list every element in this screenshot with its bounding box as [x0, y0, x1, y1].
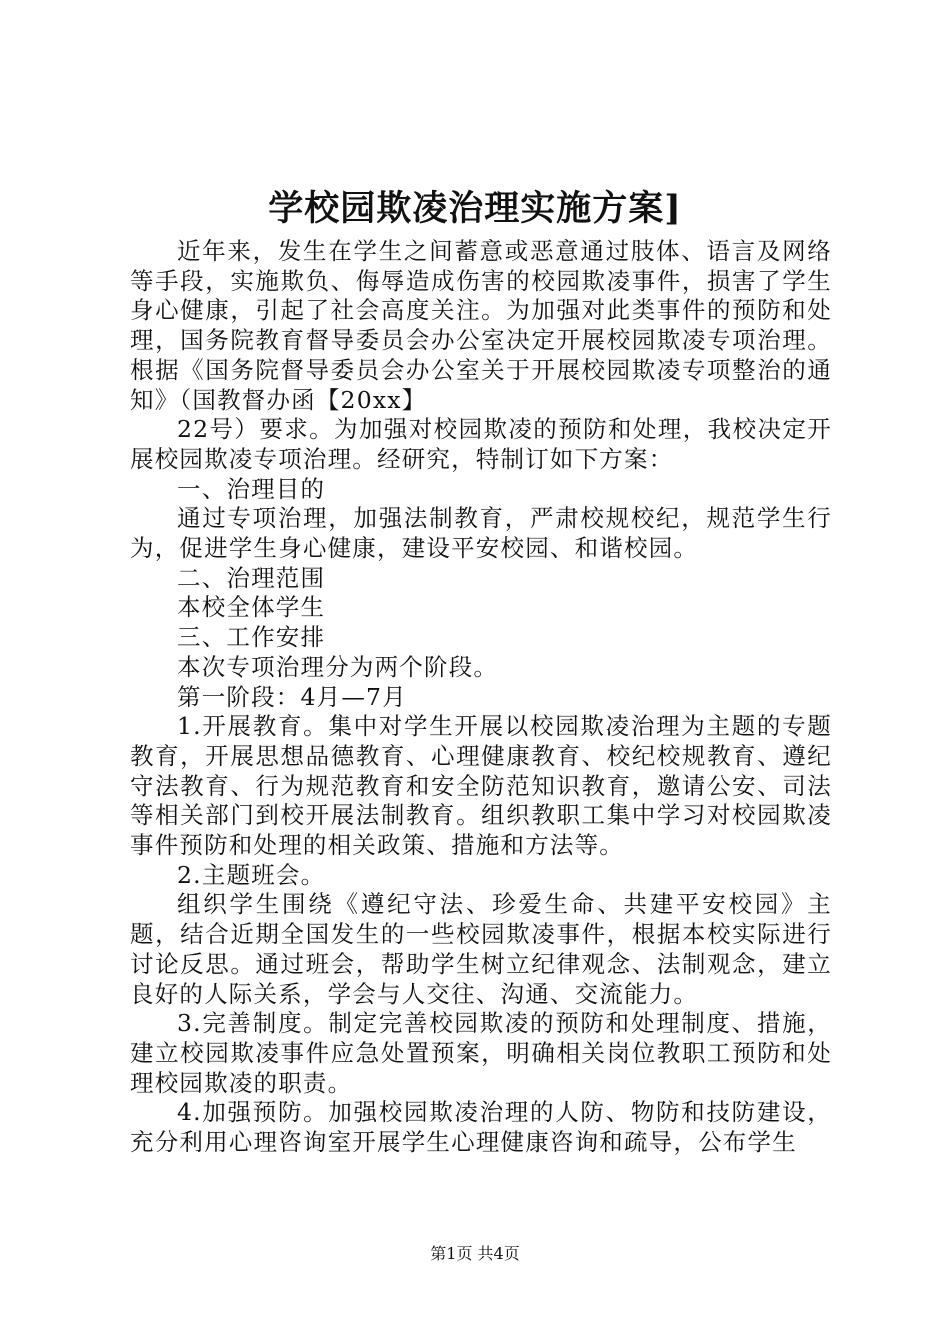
- stage-heading-first: 第一阶段：4月—7月: [177, 682, 407, 711]
- paragraph-prevention: 4.加强预防。加强校园欺凌治理的人防、物防和技防建设，充分利用心理咨询室开展学生心理健康咨询和疏导，公布学生: [130, 1098, 832, 1157]
- paragraph-class-meeting: 组织学生围绕《遵纪守法、珍爱生命、共建平安校园》主题，结合近期全国发生的一些校园欺凌事件，根据本校实际进行讨论反思。通过班会，帮助学生树立纪律观念、法制观念，建立良好的人际关系，学会与人交往、沟通、交流能力。: [130, 890, 832, 1008]
- section-heading-purpose: 一、治理目的: [177, 474, 326, 503]
- section-heading-scope: 二、治理范围: [177, 563, 326, 592]
- paragraph-education: 1.开展教育。集中对学生开展以校园欺凌治理为主题的专题教育，开展思想品德教育、心理健康教育、校纪校规教育、遵纪守法教育、行为规范教育和安全防范知识教育，邀请公安、司法等相关部门到校开展法制教育。组织教职工集中学习对校园欺凌事件预防和处理的相关政策、措施和方法等。: [130, 712, 832, 860]
- paragraph-intro-continued: 22号）要求。为加强对校园欺凌的预防和处理，我校决定开展校园欺凌专项治理。经研究，特制订如下方案：: [130, 415, 832, 473]
- document-body: [130, 237, 832, 1158]
- paragraph-purpose: 通过专项治理，加强法制教育，严肃校规校纪，规范学生行为，促进学生身心健康，建设平安校园、和谐校园。: [130, 504, 832, 563]
- section-heading-arrangement: 三、工作安排: [177, 623, 326, 652]
- page-number-footer: 第1页 共4页: [430, 1244, 520, 1263]
- paragraph-stages: 本次专项治理分为两个阶段。: [177, 652, 499, 681]
- paragraph-scope: 本校全体学生: [177, 593, 326, 622]
- paragraph-system: 3.完善制度。制定完善校园欺凌的预防和处理制度、措施，建立校园欺凌事件应急处置预案，明确相关岗位教职工预防和处理校园欺凌的职责。: [130, 1009, 832, 1097]
- paragraph-intro: 近年来，发生在学生之间蓄意或恶意通过肢体、语言及网络等手段，实施欺负、侮辱造成伤害的校园欺凌事件，损害了学生身心健康，引起了社会高度关注。为加强对此类事件的预防和处理，国务院教育督导委员会办公室决定开展校园欺凌专项治理。根据《国务院督导委员会办公室关于开展校园欺凌专项整治的通知》（国教督办函【20xx】: [130, 237, 832, 414]
- page-title: 学校园欺凌治理实施方案]: [268, 188, 682, 229]
- item-heading-class-meeting: 2.主题班会。: [177, 860, 326, 889]
